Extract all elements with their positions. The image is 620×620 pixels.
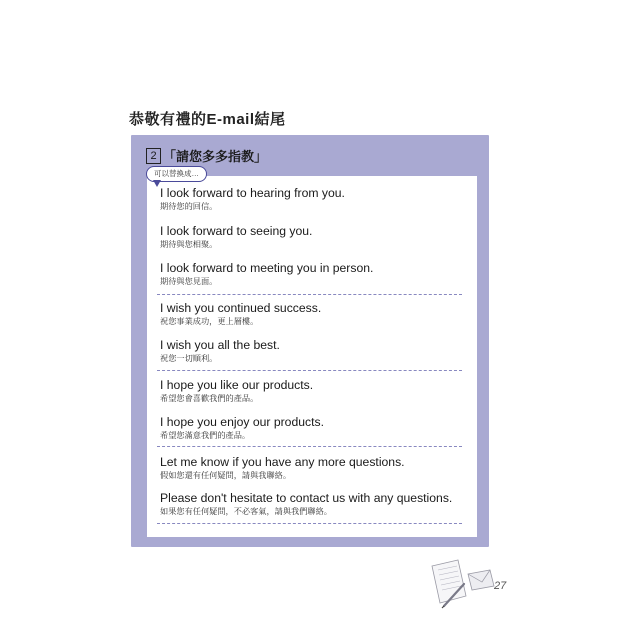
- phrase-chinese: 假如您還有任何疑問，請與我聯絡。: [160, 470, 292, 480]
- phrase-entry: [160, 455, 405, 481]
- panel-heading: [146, 146, 267, 165]
- phrase-english: I wish you all the best.: [160, 338, 280, 352]
- phrase-chinese: 期待與您見面。: [160, 276, 218, 286]
- replace-with-bubble: 可以替換成…: [146, 166, 207, 182]
- phrase-entry: [160, 491, 452, 517]
- group-divider: [157, 294, 462, 295]
- phrase-chinese: 期待您的回信。: [160, 201, 218, 211]
- group-divider: [157, 446, 462, 447]
- letter-paper-icon: [432, 560, 466, 603]
- letter-pen-illustration: [428, 556, 500, 612]
- item-number-box: 2: [146, 148, 161, 164]
- phrase-chinese: 期待與您相聚。: [160, 239, 218, 249]
- group-divider: [157, 370, 462, 371]
- phrase-english: I hope you like our products.: [160, 378, 314, 392]
- phrase-english: Let me know if you have any more questions.: [160, 455, 405, 469]
- phrase-entry: [160, 415, 324, 441]
- phrase-english: I wish you continued success.: [160, 301, 322, 315]
- phrase-chinese: 如果您有任何疑問，不必客氣，請與我們聯絡。: [160, 506, 332, 516]
- phrase-english: I look forward to seeing you.: [160, 224, 313, 238]
- phrase-entry: [160, 261, 373, 287]
- phrase-entry: [160, 378, 313, 404]
- phrase-entry: [160, 338, 280, 364]
- group-divider: [157, 523, 462, 524]
- phrase-chinese: 希望您滿意我們的產品。: [160, 430, 251, 440]
- phrase-entry: [160, 301, 321, 327]
- panel-heading-text: 「請您多多指教」: [163, 149, 268, 164]
- phrase-entry: [160, 224, 312, 250]
- phrase-english: I look forward to hearing from you.: [160, 186, 345, 200]
- phrase-chinese: 祝您事業成功，更上層樓。: [160, 316, 259, 326]
- envelope-icon: [468, 570, 494, 590]
- section-title: 恭敬有禮的E-mail結尾: [129, 111, 286, 128]
- phrase-english: I hope you enjoy our products.: [160, 415, 324, 429]
- phrase-english: Please don't hesitate to contact us with any questions.: [160, 491, 453, 505]
- phrase-chinese: 希望您會喜歡我們的產品。: [160, 393, 259, 403]
- page-number: 27: [494, 580, 507, 592]
- phrase-english: I look forward to meeting you in person.: [160, 261, 374, 275]
- phrase-entry: [160, 186, 345, 212]
- phrase-chinese: 祝您一切順利。: [160, 353, 218, 363]
